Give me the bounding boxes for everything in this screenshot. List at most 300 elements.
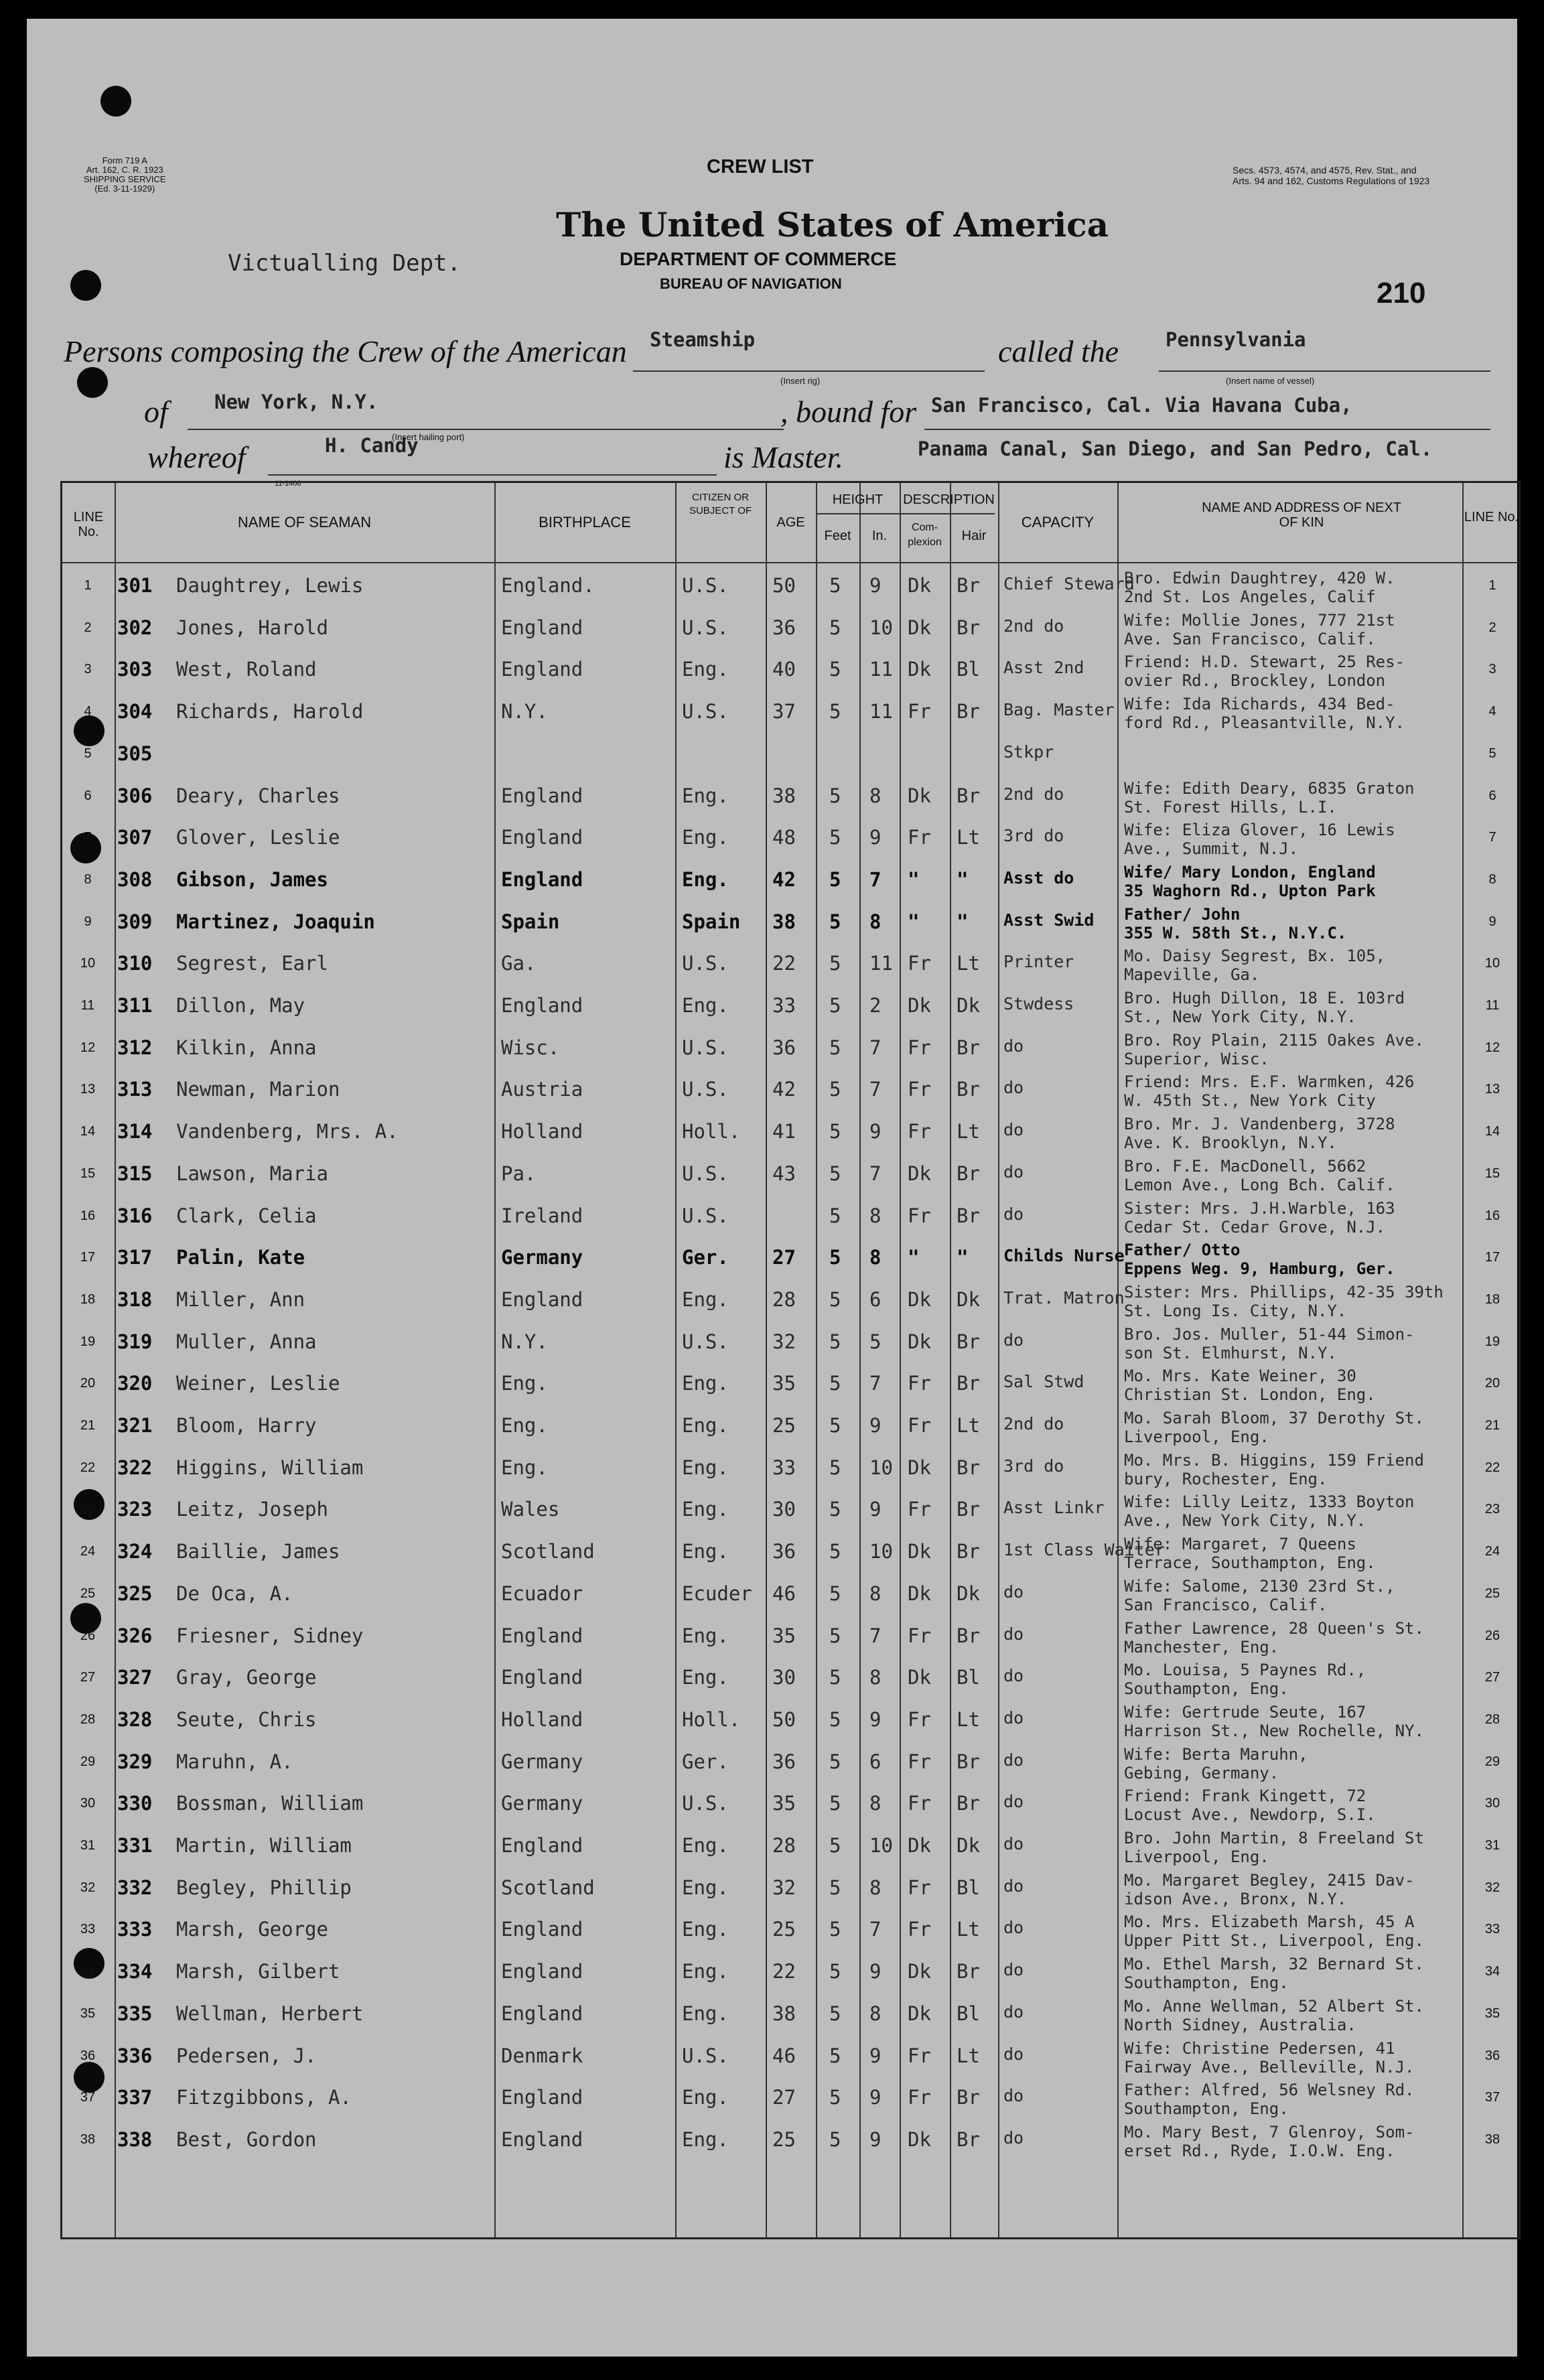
next-of-kin [1124,569,1395,606]
height-feet: 5 [829,1707,841,1731]
citizenship: Eng. [682,2086,729,2109]
kin-line: Southampton, Eng. [1124,1973,1289,1993]
crew-number: 317 [117,1246,153,1269]
line-number-right: 32 [1484,1880,1500,1895]
hair-color: Br [957,1750,980,1773]
table-row [62,860,1519,902]
height-feet: 5 [829,2002,841,2025]
height-inches: 9 [869,2086,882,2109]
form-code: 11-1408 [275,480,301,488]
line-number: 10 [80,956,96,971]
complexion: Fr [908,1414,931,1437]
age: 38 [772,784,796,807]
next-of-kin [1124,1409,1424,1446]
height-inches: 9 [869,1960,882,1983]
citizenship: Eng. [682,1372,729,1395]
table-row [62,1196,1519,1238]
crew-number: 325 [117,1582,153,1605]
seaman-name: Seute, Chris [176,1707,317,1731]
kin-line: Gebing, Germany. [1124,1763,1279,1782]
capacity: do [1003,1834,1024,1853]
line-number: 19 [80,1334,96,1349]
birthplace: Pa. [501,1162,537,1185]
line-number: 12 [80,1040,96,1055]
height-feet: 5 [829,1204,841,1227]
punch-hole [77,367,108,398]
line-number: 32 [80,1880,96,1895]
statutes-block [1233,165,1429,186]
seaman-name: Clark, Celia [176,1204,317,1227]
height-inches: 10 [869,1540,893,1563]
line-number-right: 19 [1484,1334,1500,1349]
kin-line: Superior, Wisc. [1124,1049,1269,1068]
hair-color: Br [957,784,980,807]
line-number-right: 16 [1484,1208,1500,1223]
crew-number: 318 [117,1287,153,1311]
age: 50 [772,1707,796,1731]
age: 40 [772,658,796,681]
height-feet: 5 [829,2086,841,2109]
citizenship: Eng. [682,784,729,807]
col-description: DESCRIPTION [903,492,995,507]
age: 50 [772,574,796,597]
next-of-kin [1124,2081,1414,2118]
line-number: 7 [84,830,92,845]
col-hair: Hair [961,529,987,543]
kin-line: Mo. Mrs. B. Higgins, 159 Friend [1124,1450,1424,1470]
birthplace: N.Y. [501,1330,548,1353]
line-number-right: 2 [1488,620,1496,635]
capacity: Sal Stwd [1003,1372,1084,1392]
height-feet: 5 [829,1792,841,1815]
complexion: Dk [908,1162,931,1185]
line-number: 25 [80,1586,96,1601]
line-number: 13 [80,1082,96,1097]
line-number: 14 [80,1124,96,1139]
birthplace: Eng. [501,1372,548,1395]
kin-line: ford Rd., Pleasantville, N.Y. [1124,713,1405,733]
kin-line: Wife: Gertrude Seute, 167 [1124,1702,1366,1722]
complexion: Fr [908,1624,931,1647]
crew-number: 327 [117,1666,153,1689]
birthplace: Spain [501,910,560,933]
line-number-right: 36 [1484,2048,1500,2063]
next-of-kin [1124,2039,1414,2077]
of-label: of [144,395,168,429]
kin-line: Wife: Lilly Leitz, 1333 Boyton [1124,1492,1415,1512]
age: 36 [772,1036,796,1059]
citizenship: Eng. [682,658,729,681]
next-of-kin [1124,1031,1424,1068]
table-row [62,902,1519,944]
age: 28 [772,1834,796,1857]
height-feet: 5 [829,1582,841,1605]
line-number: 28 [80,1711,96,1727]
height-feet: 5 [829,1918,841,1941]
kin-line: 355 W. 58th St., N.Y.C. [1124,923,1347,942]
height-inches: 10 [869,616,893,639]
height-feet: 5 [829,1960,841,1983]
citizenship: Eng. [682,1414,729,1437]
kin-line: Wife: Ida Richards, 434 Bed- [1124,695,1395,714]
capacity: Asst Swid [1003,910,1095,930]
capacity: 1st Class Waiter [1003,1540,1165,1560]
height-inches: 5 [869,1330,882,1353]
table-row [62,1532,1519,1573]
next-of-kin [1124,947,1385,984]
kin-line: Mo. Sarah Bloom, 37 Derothy St. [1124,1409,1424,1427]
citizenship: Eng. [682,1624,729,1647]
line-number: 33 [80,1922,96,1937]
hair-color: Dk [957,1582,980,1605]
seaman-name: Higgins, William [176,1456,364,1479]
line-number: 36 [80,2048,96,2063]
hair-color: " [957,1246,969,1269]
rig-underline [633,370,985,372]
age: 41 [772,1120,796,1143]
hair-color: Br [957,1372,980,1395]
seaman-name: De Oca, A. [176,1582,293,1605]
table-row [62,1280,1519,1322]
table-row [62,650,1519,691]
age: 25 [772,2127,796,2151]
hair-color: Lt [957,826,980,849]
hair-color: Br [957,1036,980,1059]
age: 42 [772,1078,796,1101]
kin-line: Father/ John [1124,904,1241,924]
capacity: Asst do [1003,867,1074,888]
height-inches: 9 [869,1414,882,1437]
birthplace: Eng. [501,1456,548,1479]
height-inches: 8 [869,1876,882,1899]
form-article: Art. 162, C. R. 1923 [86,165,163,175]
citizenship: Eng. [682,1918,729,1941]
birthplace: Wisc. [501,1036,560,1059]
citizenship: U.S. [682,1036,729,1059]
kin-line: Ave., New York City, N.Y. [1124,1511,1366,1531]
vessel-underline [1159,370,1490,372]
col-name: NAME OF SEAMAN [237,514,372,531]
complexion: Dk [908,1666,931,1689]
complexion: Dk [908,1287,931,1311]
height-feet: 5 [829,1666,841,1689]
age: 33 [772,1456,796,1479]
kin-line: Eppens Weg. 9, Hamburg, Ger. [1124,1259,1395,1279]
height-inches: 7 [869,1918,882,1941]
hair-color: Lt [957,1707,980,1731]
kin-line: Mo. Anne Wellman, 52 Albert St. [1124,1996,1424,2016]
victualling-dept: Victualling Dept. [228,250,461,277]
form-service: SHIPPING SERVICE [84,174,166,184]
seaman-name: Pedersen, J. [176,2044,317,2067]
hair-color: Br [957,1456,980,1479]
hair-color: Lt [957,2044,980,2067]
height-inches: 8 [869,1204,882,1227]
capacity: Asst Linkr [1003,1498,1105,1518]
age: 38 [772,910,796,933]
table-row [62,1322,1519,1364]
statutes-line: Arts. 94 and 162, Customs Regulations of 1923 [1233,176,1430,186]
line-number: 26 [80,1628,96,1643]
table-row [62,1154,1519,1196]
age: 27 [772,2086,796,2109]
seaman-name: Newman, Marion [176,1078,340,1101]
citizenship: Ger. [682,1246,729,1269]
next-of-kin [1124,1871,1414,1908]
capacity: do [1003,1960,1024,1980]
complexion: Fr [908,1750,931,1773]
age: 27 [772,1246,796,1269]
crew-number: 310 [117,952,153,975]
seaman-name: Segrest, Earl [176,952,328,975]
crew-number: 324 [117,1540,153,1563]
seaman-name: Vandenberg, Mrs. A. [176,1120,399,1143]
hair-color: Br [957,1624,980,1647]
complexion: " [908,910,920,933]
birthplace: Holland [501,1120,583,1143]
hair-color: Br [957,2086,980,2109]
capacity: Childs Nurse [1003,1246,1125,1266]
kin-line: Mo. Louisa, 5 Paynes Rd., [1124,1661,1366,1680]
seaman-name: Bloom, Harry [176,1414,317,1437]
height-feet: 5 [829,1372,841,1395]
hair-color: Br [957,1960,980,1983]
next-of-kin [1124,1241,1395,1278]
crew-number: 326 [117,1624,153,1647]
col-age: AGE [776,515,805,530]
table-row [62,566,1519,608]
capacity: do [1003,1666,1024,1686]
line-number: 20 [80,1376,96,1391]
height-inches: 11 [869,952,893,975]
kin-line: Friend: H.D. Stewart, 25 Res- [1124,652,1405,672]
crew-number: 335 [117,2002,153,2025]
crew-number: 332 [117,1876,153,1899]
citizenship: Eng. [682,1960,729,1983]
kin-line: San Francisco, Calif. [1124,1595,1328,1614]
complexion: Fr [908,2044,931,2067]
kin-line: St. Long Is. City, N.Y. [1124,1301,1347,1320]
height-feet: 5 [829,1498,841,1521]
age: 25 [772,1414,796,1437]
kin-line: Manchester, Eng. [1124,1637,1279,1657]
complexion: " [908,867,920,891]
height-feet: 5 [829,1624,841,1647]
line-number: 4 [84,704,92,719]
height-inches: 9 [869,1707,882,1731]
complexion: Dk [908,616,931,639]
age: 35 [772,1792,796,1815]
bound-for-label: , bound for [780,395,917,429]
capacity: do [1003,1582,1024,1602]
seaman-name: Gibson, James [176,867,328,891]
next-of-kin [1124,863,1376,900]
hair-color: Bl [957,658,980,681]
capacity: do [1003,1624,1024,1644]
line-number: 8 [84,871,92,887]
citizenship: U.S. [682,1330,729,1353]
crew-number: 312 [117,1036,153,1059]
next-of-kin [1124,1535,1376,1572]
capacity: do [1003,2002,1024,2022]
table-row [62,1112,1519,1153]
table-row [62,1784,1519,1825]
birthplace: England [501,826,583,849]
complexion: Fr [908,1876,931,1899]
line-number-right: 24 [1484,1544,1500,1559]
height-feet: 5 [829,1287,841,1311]
table-row [62,1742,1519,1784]
seaman-name: Glover, Leslie [176,826,340,849]
crew-number: 337 [117,2086,153,2109]
birthplace: Denmark [501,2044,583,2067]
crew-number: 315 [117,1162,153,1185]
crew-number: 316 [117,1204,153,1227]
line-number-right: 11 [1485,998,1500,1013]
kin-line: erset Rd., Ryde, I.O.W. Eng. [1124,2141,1395,2160]
next-of-kin [1124,1787,1376,1824]
next-of-kin [1124,611,1395,648]
table-row [62,1406,1519,1448]
height-inches: 6 [869,1750,882,1773]
kin-line: Fairway Ave., Belleville, N.J. [1124,2057,1415,2077]
table-row [62,2036,1519,2078]
crew-number: 331 [117,1834,153,1857]
next-of-kin [1124,652,1405,690]
seaman-name: Gray, George [176,1666,317,1689]
line-number-right: 35 [1484,2006,1500,2021]
citizenship: Ger. [682,1750,729,1773]
seaman-name: Maruhn, A. [176,1750,293,1773]
table-row [62,2120,1519,2162]
statutes-line: Secs. 4573, 4574, and 4575, Rev. Stat., and [1233,165,1417,176]
kin-line: Bro. Jos. Muller, 51-44 Simon- [1124,1324,1415,1344]
next-of-kin [1124,1199,1395,1237]
port-hint: (Insert hailing port) [392,432,465,442]
height-inches: 9 [869,574,882,597]
table-row [62,818,1519,859]
capacity: do [1003,1876,1024,1896]
complexion: Dk [908,2127,931,2151]
master-name: H. Candy [325,434,419,457]
citizenship: Eng. [682,1876,729,1899]
next-of-kin [1124,1703,1424,1740]
line-number-right: 31 [1484,1838,1500,1853]
next-of-kin [1124,1115,1395,1152]
crew-number: 313 [117,1078,153,1101]
citizenship: Eng. [682,867,729,891]
birthplace: England [501,2127,583,2151]
kin-line: Wife/ Mary London, England [1124,862,1376,882]
crew-number: 334 [117,1960,153,1983]
height-inches: 8 [869,2002,882,2025]
line-number-right: 25 [1484,1586,1500,1601]
seaman-name: Martin, William [176,1834,352,1857]
crew-list-document [27,19,1517,2357]
col-complexion: Com-plexion [908,522,942,548]
seaman-name: Best, Gordon [176,2127,317,2151]
kin-line: Southampton, Eng. [1124,2099,1289,2119]
kin-line: Southampton, Eng. [1124,1679,1289,1699]
table-row [62,1490,1519,1531]
line-number: 35 [80,2006,96,2021]
birthplace: England [501,658,583,681]
height-feet: 5 [829,826,841,849]
age: 35 [772,1624,796,1647]
height-inches: 9 [869,2127,882,2151]
height-feet: 5 [829,994,841,1017]
crew-number: 301 [117,574,153,597]
seaman-name: West, Roland [176,658,317,681]
age: 43 [772,1162,796,1185]
capacity: do [1003,1204,1024,1224]
height-inches: 7 [869,867,882,891]
next-of-kin [1124,821,1395,858]
crew-number: 309 [117,910,153,933]
kin-line: Harrison St., New Rochelle, NY. [1124,1721,1424,1740]
line-number-right: 37 [1484,2090,1500,2105]
age: 32 [772,1876,796,1899]
kin-line: Mo. Daisy Segrest, Bx. 105, [1124,947,1386,966]
line-number: 21 [80,1418,96,1433]
height-inches: 9 [869,2044,882,2067]
master-underline [268,474,717,476]
seaman-name: Palin, Kate [176,1246,305,1269]
seaman-name: Lawson, Maria [176,1162,328,1185]
country-heading: The United States of America [556,205,1109,244]
birthplace: Ireland [501,1204,583,1227]
kin-line: Lemon Ave., Long Bch. Calif. [1124,1175,1395,1194]
height-inches: 7 [869,1162,882,1185]
line-number: 15 [80,1166,96,1181]
height-inches: 9 [869,1498,882,1521]
capacity: do [1003,1120,1024,1140]
birthplace: Eng. [501,1414,548,1437]
height-inches: 8 [869,1582,882,1605]
hair-color: Br [957,1792,980,1815]
destination-underline [924,429,1490,430]
citizenship: Eng. [682,826,729,849]
port-underline [188,429,784,430]
hair-color: Br [957,574,980,597]
line-number: 29 [80,1754,96,1769]
birthplace: England [501,994,583,1017]
kin-line: St. Forest Hills, L.I. [1124,797,1337,817]
line-number-right: 18 [1484,1291,1500,1307]
seaman-name: Richards, Harold [176,700,364,723]
seaman-name: Baillie, James [176,1540,340,1563]
table-row [62,692,1519,733]
form-number: Form 719 A [102,155,147,165]
capacity: do [1003,1707,1024,1728]
kin-line: Father/ Otto [1124,1241,1241,1260]
crew-number: 323 [117,1498,153,1521]
kin-line: Wife: Salome, 2130 23rd St., [1124,1576,1395,1596]
line-number-right: 3 [1488,662,1496,677]
height-feet: 5 [829,1414,841,1437]
citizenship: Spain [682,910,741,933]
col-line: LINE No. [73,510,104,539]
complexion: Dk [908,1960,931,1983]
height-inches: 8 [869,1246,882,1269]
next-of-kin [1124,1661,1366,1698]
capacity: Trat. Matron [1003,1287,1125,1308]
table-row [62,1070,1519,1111]
birthplace: Scotland [501,1876,595,1899]
hair-color: Lt [957,1120,980,1143]
hair-color: Br [957,1162,980,1185]
birthplace: England. [501,574,595,597]
